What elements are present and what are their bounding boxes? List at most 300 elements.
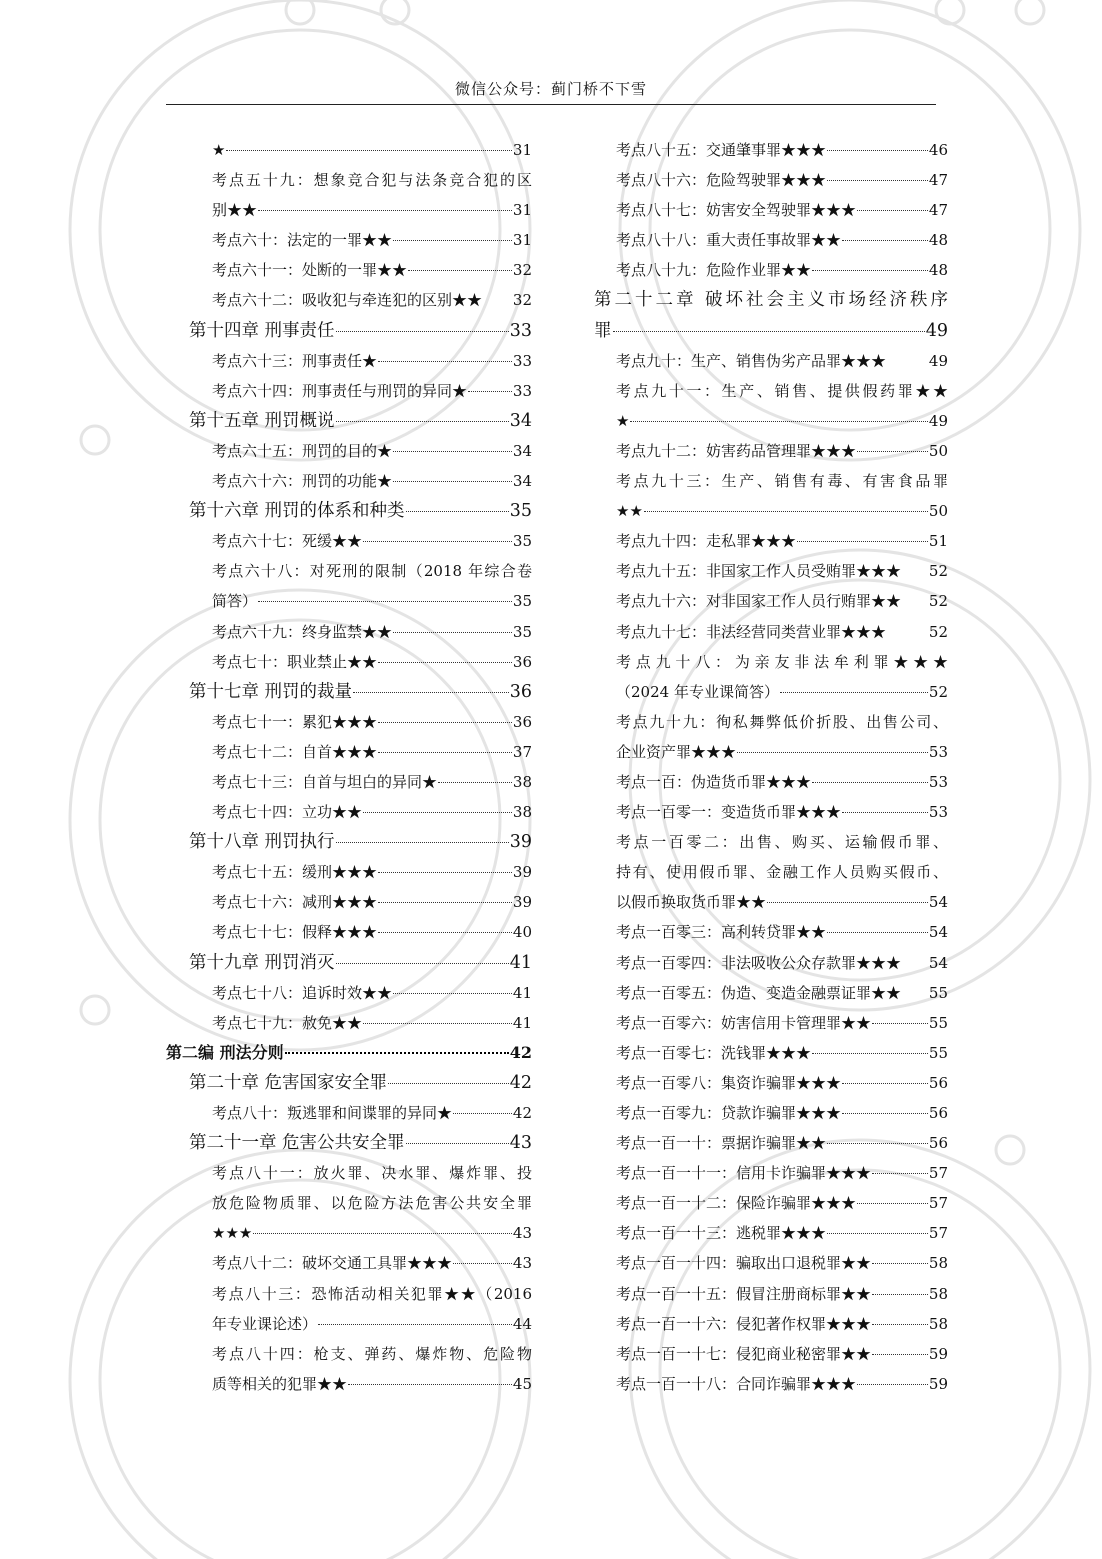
toc-entry-title: 考点六十二：吸收犯与牵连犯的区别★★ xyxy=(212,291,483,310)
toc-entry-title: 考点一百一十一：信用卡诈骗罪★★★ xyxy=(616,1164,872,1183)
toc-page-number: 42 xyxy=(509,1042,532,1062)
dot-leader xyxy=(408,270,512,271)
toc-entry-title: 年专业课论述） xyxy=(212,1314,318,1333)
toc-page-number: 37 xyxy=(512,742,532,761)
toc-entry-title: 第十五章 刑罚概说 xyxy=(189,410,335,431)
toc-part[interactable] xyxy=(166,1038,532,1068)
toc-page-number: 35 xyxy=(512,532,532,551)
dot-leader xyxy=(363,812,512,813)
toc-entry[interactable] xyxy=(166,767,532,797)
toc-entry-title: 考点一百零九：贷款诈骗罪★★★ xyxy=(616,1104,842,1122)
dot-leader xyxy=(827,150,928,151)
dot-leader xyxy=(827,932,928,933)
dot-leader xyxy=(767,902,928,903)
toc-entry-title: 考点八十九：危险作业罪★★ xyxy=(616,261,812,280)
dot-leader xyxy=(258,601,512,602)
dot-leader xyxy=(812,782,928,783)
toc-entry-title: 考点九十二：妨害药品管理罪★★★ xyxy=(616,441,857,460)
toc-entry[interactable] xyxy=(166,556,532,586)
dot-leader xyxy=(857,210,928,211)
toc-entry[interactable] xyxy=(594,466,948,496)
toc-entry[interactable] xyxy=(594,135,948,165)
toc-page-number: 53 xyxy=(928,742,948,761)
toc-entry-title: 第十六章 刑罚的体系和种类 xyxy=(189,501,405,522)
toc-chapter[interactable] xyxy=(594,285,948,315)
toc-entry-title: （2024 年专业课简答） xyxy=(616,682,779,701)
toc-entry[interactable] xyxy=(166,1218,532,1248)
toc-entry-title: 考点八十七：妨害安全驾驶罪★★★ xyxy=(616,201,857,220)
dot-leader xyxy=(872,1173,928,1174)
toc-entry[interactable] xyxy=(166,617,532,647)
toc-entry[interactable] xyxy=(594,346,948,376)
toc-entry[interactable] xyxy=(594,1098,948,1128)
toc-entry[interactable] xyxy=(166,917,532,947)
toc-entry[interactable] xyxy=(594,1038,948,1068)
toc-entry-title: 考点九十七：非法经营同类营业罪★★★ xyxy=(616,622,887,641)
toc-page-number: 50 xyxy=(928,502,948,521)
dot-leader xyxy=(336,421,509,422)
toc-entry[interactable] xyxy=(594,1248,948,1278)
dot-leader xyxy=(453,1113,512,1114)
toc-entry[interactable] xyxy=(166,225,532,255)
toc-entry-title: 考点一百一十五：假冒注册商标罪★★ xyxy=(616,1284,872,1303)
toc-entry[interactable] xyxy=(594,887,948,917)
toc-page-number: 58 xyxy=(928,1314,948,1333)
toc-page-number: 36 xyxy=(512,652,532,671)
dot-leader xyxy=(393,632,512,633)
dot-leader xyxy=(388,1083,509,1084)
dot-leader xyxy=(406,1143,509,1144)
toc-chapter[interactable] xyxy=(594,316,948,346)
toc-entry-title: 考点八十二：破坏交通工具罪★★★ xyxy=(212,1254,453,1273)
toc-entry-title: 考点八十一：放火罪、决水罪、爆炸罪、投 xyxy=(212,1164,532,1183)
toc-entry-title: 考点一百零八：集资诈骗罪★★★ xyxy=(616,1073,842,1092)
dot-leader xyxy=(453,1263,512,1264)
toc-entry[interactable] xyxy=(594,376,948,406)
toc-entry-title: 考点七十九：赦免★★ xyxy=(212,1013,363,1032)
toc-page-number: 58 xyxy=(928,1254,948,1273)
toc-entry[interactable] xyxy=(594,255,948,285)
toc-chapter[interactable] xyxy=(166,496,532,526)
toc-page-number: 34 xyxy=(512,441,532,460)
toc-entry[interactable] xyxy=(166,255,532,285)
toc-page-number: 40 xyxy=(512,923,532,942)
toc-entry[interactable] xyxy=(594,737,948,767)
toc-entry-title: 考点一百零六：妨害信用卡管理罪★★ xyxy=(616,1013,872,1032)
page-header: 微信公众号：蓟门桥不下雪 xyxy=(166,78,936,105)
toc-entry[interactable] xyxy=(166,857,532,887)
toc-entry-title: 考点六十七：死缓★★ xyxy=(212,532,363,551)
toc-entry[interactable] xyxy=(594,526,948,556)
toc-entry[interactable] xyxy=(594,1309,948,1339)
toc-page-number: 52 xyxy=(928,682,948,701)
dot-leader xyxy=(827,1143,928,1144)
toc-page-number: 43 xyxy=(512,1224,532,1243)
toc-page-number: 32 xyxy=(512,261,532,280)
toc-page-number: 55 xyxy=(928,1013,948,1032)
toc-entry-title: 考点五十九：想象竞合犯与法条竞合犯的区 xyxy=(212,171,532,190)
toc-entry-title: 考点一百一十：票据诈骗罪★★ xyxy=(616,1134,827,1153)
toc-entry-title: 考点九十一：生产、销售、提供假药罪★★ xyxy=(616,381,948,400)
toc-page-number: 54 xyxy=(928,893,948,912)
toc-page-number: 56 xyxy=(928,1134,948,1153)
toc-page-number: 38 xyxy=(512,772,532,791)
toc-entry-title: 考点六十九：终身监禁★★ xyxy=(212,622,393,641)
toc-page-number: 49 xyxy=(928,351,948,370)
toc-entry[interactable] xyxy=(594,436,948,466)
toc-chapter[interactable] xyxy=(166,677,532,707)
toc-chapter[interactable] xyxy=(166,1128,532,1158)
toc-entry-title: 第十七章 刑罚的裁量 xyxy=(189,681,353,702)
dot-leader xyxy=(393,481,512,482)
toc-entry-title: 考点一百一十七：侵犯商业秘密罪★★ xyxy=(616,1344,872,1363)
toc-entry-title: ★ xyxy=(212,141,226,159)
dot-leader xyxy=(630,421,927,422)
toc-entry-title: 考点八十八：重大责任事故罪★★ xyxy=(616,231,842,250)
toc-page-number: 57 xyxy=(928,1194,948,1213)
toc-page-number: 41 xyxy=(512,983,532,1002)
toc-entry[interactable] xyxy=(594,586,948,616)
dot-leader xyxy=(378,662,512,663)
toc-page-number: 48 xyxy=(928,231,948,250)
toc-page-number: 54 xyxy=(928,923,948,942)
toc-entry[interactable] xyxy=(594,1279,948,1309)
toc-page-number: 56 xyxy=(928,1104,948,1122)
toc-page-number: 57 xyxy=(928,1224,948,1243)
toc-chapter[interactable] xyxy=(166,316,532,346)
dot-leader xyxy=(872,1263,928,1264)
dot-leader xyxy=(857,1203,928,1204)
toc-page-number: 53 xyxy=(928,772,948,791)
toc-entry-title: 考点一百零七：洗钱罪★★★ xyxy=(616,1043,812,1062)
toc-page-number: 33 xyxy=(512,381,532,400)
toc-entry-title: 第十九章 刑罚消灭 xyxy=(189,952,335,973)
toc-page-number: 35 xyxy=(512,622,532,641)
toc-entry[interactable] xyxy=(166,586,532,616)
toc-entry[interactable] xyxy=(166,978,532,1008)
dot-leader xyxy=(378,361,512,362)
toc-entry[interactable] xyxy=(594,917,948,947)
toc-page-number: 53 xyxy=(928,803,948,822)
toc-entry[interactable] xyxy=(594,647,948,677)
toc-entry-title: 考点六十：法定的一罪★★ xyxy=(212,231,393,250)
toc-entry-title: 罪 xyxy=(594,320,612,341)
toc-page-number: 36 xyxy=(509,681,532,702)
toc-entry[interactable] xyxy=(166,346,532,376)
toc-page-number: 35 xyxy=(512,592,532,611)
toc-entry[interactable] xyxy=(166,647,532,677)
dot-leader xyxy=(872,1324,928,1325)
toc-entry[interactable] xyxy=(594,1218,948,1248)
toc-entry[interactable] xyxy=(594,1068,948,1098)
dot-leader xyxy=(842,812,928,813)
toc-entry-title: 第二十章 危害国家安全罪 xyxy=(189,1072,388,1093)
dot-leader xyxy=(378,932,512,933)
toc-page-number: 43 xyxy=(509,1133,532,1154)
toc-entry[interactable] xyxy=(166,135,532,165)
toc-page-number: 33 xyxy=(509,320,532,341)
toc-entry[interactable] xyxy=(594,1369,948,1399)
dot-leader xyxy=(737,752,928,753)
dot-leader xyxy=(438,782,512,783)
toc-entry[interactable] xyxy=(594,1008,948,1038)
toc-entry-title: 考点九十九：徇私舞弊低价折股、出售公司、 xyxy=(616,712,948,731)
toc-entry-title: 考点九十三：生产、销售有毒、有害食品罪 xyxy=(616,472,948,491)
toc-entry[interactable] xyxy=(594,225,948,255)
dot-leader xyxy=(393,451,512,452)
toc-entry-title: 考点七十五：缓刑★★★ xyxy=(212,863,378,882)
toc-entry[interactable] xyxy=(594,496,948,526)
dot-leader xyxy=(872,1354,928,1355)
toc-entry[interactable] xyxy=(166,1248,532,1278)
toc-entry-title: 考点八十：叛逃罪和间谍罪的异同★ xyxy=(212,1104,453,1122)
toc-entry-title: 考点一百：伪造货币罪★★★ xyxy=(616,772,812,791)
toc-entry[interactable] xyxy=(166,707,532,737)
toc-page-number: 50 xyxy=(928,441,948,460)
dot-leader xyxy=(872,1294,928,1295)
toc-entry[interactable] xyxy=(166,376,532,406)
toc-entry-title: 以假币换取货币罪★★ xyxy=(616,893,767,912)
toc-page-number: 56 xyxy=(928,1073,948,1092)
dot-leader xyxy=(872,1023,928,1024)
toc-entry-title: 考点六十六：刑罚的功能★ xyxy=(212,472,393,491)
toc-entry[interactable] xyxy=(166,165,532,195)
toc-entry-title: 第十八章 刑罚执行 xyxy=(189,832,335,853)
dot-leader xyxy=(363,1023,512,1024)
toc-entry-title: 考点六十八：对死刑的限制（2018 年综合卷 xyxy=(212,562,532,581)
toc-entry-title: 考点一百一十八：合同诈骗罪★★★ xyxy=(616,1374,857,1393)
dot-leader xyxy=(827,180,928,181)
dot-leader xyxy=(353,692,509,693)
toc-entry[interactable] xyxy=(166,1279,532,1309)
toc-entry[interactable] xyxy=(594,1128,948,1158)
toc-page-number: 42 xyxy=(512,1104,532,1122)
dot-leader xyxy=(378,752,512,753)
dot-leader xyxy=(827,1233,928,1234)
dot-leader xyxy=(285,1052,509,1054)
toc-page-number: 45 xyxy=(512,1374,532,1393)
toc-entry-title: ★★ xyxy=(616,502,643,521)
toc-entry-title: 第二编 刑法分则 xyxy=(166,1042,284,1062)
toc-entry-title: ★★★ xyxy=(212,1224,253,1243)
toc-entry-title: ★ xyxy=(616,411,630,430)
toc-entry-title: 考点一百零三：高利转贷罪★★ xyxy=(616,923,827,942)
toc-page-number: 35 xyxy=(509,501,532,522)
toc-page-number: 58 xyxy=(928,1284,948,1303)
dot-leader xyxy=(226,150,511,151)
toc-page-number: 51 xyxy=(928,532,948,551)
toc-page-number: 47 xyxy=(928,171,948,190)
toc-entry-title: 考点八十五：交通肇事罪★★★ xyxy=(616,141,827,159)
toc-entry-title: 考点七十六：减刑★★★ xyxy=(212,893,378,912)
toc-entry-title: 考点九十六：对非国家工作人员行贿罪★★ xyxy=(616,592,902,611)
toc-entry-title: 考点六十三：刑事责任★ xyxy=(212,351,378,370)
toc-entry-title: 考点七十七：假释★★★ xyxy=(212,923,378,942)
dot-leader xyxy=(797,541,928,542)
toc-page-number: 43 xyxy=(512,1254,532,1273)
dot-leader xyxy=(842,1113,928,1114)
toc-entry-title: 考点七十三：自首与坦白的异同★ xyxy=(212,772,438,791)
toc-entry-title: 考点七十：职业禁止★★ xyxy=(212,652,378,671)
toc-entry-title: 考点一百零五：伪造、变造金融票证罪★★ xyxy=(616,983,902,1002)
toc-entry[interactable] xyxy=(166,195,532,225)
toc-entry-title: 简答） xyxy=(212,592,258,611)
toc-entry-title: 考点九十四：走私罪★★★ xyxy=(616,532,797,551)
toc-entry[interactable] xyxy=(166,797,532,827)
toc-entry[interactable] xyxy=(594,948,948,978)
toc-entry[interactable] xyxy=(594,1339,948,1369)
toc-entry[interactable] xyxy=(166,1098,532,1128)
toc-page-number: 55 xyxy=(928,983,948,1002)
toc-page-number: 34 xyxy=(512,472,532,491)
toc-page-number: 31 xyxy=(512,201,532,220)
toc-page-number: 34 xyxy=(509,410,532,431)
toc-entry-title: 考点六十五：刑罚的目的★ xyxy=(212,441,393,460)
toc-entry[interactable] xyxy=(594,677,948,707)
dot-leader xyxy=(393,993,512,994)
toc-entry[interactable] xyxy=(594,406,948,436)
dot-leader xyxy=(406,511,509,512)
toc-entry[interactable] xyxy=(166,1339,532,1369)
toc-entry-title: 考点七十二：自首★★★ xyxy=(212,742,378,761)
toc-page-number: 57 xyxy=(928,1164,948,1183)
toc-entry[interactable] xyxy=(166,1158,532,1188)
toc-chapter[interactable] xyxy=(166,406,532,436)
dot-leader xyxy=(258,210,512,211)
toc-page-number: 48 xyxy=(928,261,948,280)
dot-leader xyxy=(842,240,928,241)
toc-entry-title: 考点一百零一：变造货币罪★★★ xyxy=(616,803,842,822)
toc-left-column xyxy=(166,135,532,1399)
toc-entry[interactable] xyxy=(166,285,532,315)
toc-entry-title: 考点一百零二：出售、购买、运输假币罪、 xyxy=(616,833,948,852)
dot-leader xyxy=(780,692,928,693)
toc-entry-title: 考点七十一：累犯★★★ xyxy=(212,712,378,731)
toc-entry-title: 考点九十五：非国家工作人员受贿罪★★★ xyxy=(616,562,902,581)
toc-entry[interactable] xyxy=(166,737,532,767)
toc-entry[interactable] xyxy=(166,1188,532,1218)
toc-entry-title: 考点一百一十二：保险诈骗罪★★★ xyxy=(616,1194,857,1213)
toc-page-number: 49 xyxy=(928,411,948,430)
dot-leader xyxy=(336,963,509,964)
toc-entry-title: 考点六十一：处断的一罪★★ xyxy=(212,261,408,280)
dot-leader xyxy=(393,240,512,241)
toc-entry[interactable] xyxy=(594,797,948,827)
dot-leader xyxy=(378,872,512,873)
dot-leader xyxy=(348,1384,512,1385)
dot-leader xyxy=(468,391,512,392)
toc-entry[interactable] xyxy=(594,767,948,797)
dot-leader xyxy=(363,541,512,542)
toc-entry[interactable] xyxy=(594,1158,948,1188)
toc-entry[interactable] xyxy=(594,978,948,1008)
toc-entry[interactable] xyxy=(166,436,532,466)
toc-page-number: 39 xyxy=(509,832,532,853)
toc-entry[interactable] xyxy=(594,195,948,225)
toc-page-number: 42 xyxy=(509,1072,532,1093)
toc-page-number: 44 xyxy=(512,1314,532,1333)
toc-entry-title: 考点一百一十三：逃税罪★★★ xyxy=(616,1224,827,1243)
toc-page-number: 32 xyxy=(512,291,532,310)
toc-right-column xyxy=(594,135,948,1399)
toc-chapter[interactable] xyxy=(166,827,532,857)
toc-page-number: 59 xyxy=(928,1344,948,1363)
toc-entry[interactable] xyxy=(166,1369,532,1399)
dot-leader xyxy=(644,511,928,512)
toc-entry-title: 考点八十六：危险驾驶罪★★★ xyxy=(616,171,827,190)
toc-entry-title: 考点八十四：枪支、弹药、爆炸物、危险物 xyxy=(212,1344,532,1363)
toc-page-number: 59 xyxy=(928,1374,948,1393)
toc-entry-title: 考点一百一十六：侵犯著作权罪★★★ xyxy=(616,1314,872,1333)
toc-page-number: 54 xyxy=(928,953,948,972)
toc-chapter[interactable] xyxy=(166,948,532,978)
toc-entry-title: 考点七十四：立功★★ xyxy=(212,803,363,822)
toc-entry-title: 第二十一章 危害公共安全罪 xyxy=(189,1133,405,1154)
toc-entry-title: 质等相关的犯罪★★ xyxy=(212,1374,348,1393)
toc-chapter[interactable] xyxy=(166,1068,532,1098)
dot-leader xyxy=(842,1083,928,1084)
toc-entry-title: 第十四章 刑事责任 xyxy=(189,320,335,341)
toc-entry-title: 企业资产罪★★★ xyxy=(616,742,737,761)
toc-entry-title: 放危险物质罪、以危险方法危害公共安全罪 xyxy=(212,1194,532,1213)
toc-page-number: 52 xyxy=(928,622,948,641)
toc-page-number: 46 xyxy=(928,141,948,159)
toc-entry-title: 持有、使用假币罪、金融工作人员购买假币、 xyxy=(616,863,948,882)
toc-entry[interactable] xyxy=(166,1008,532,1038)
toc-entry-title: 考点九十：生产、销售伪劣产品罪★★★ xyxy=(616,351,887,370)
toc-page-number: 47 xyxy=(928,201,948,220)
toc-entry[interactable] xyxy=(594,827,948,857)
toc-entry[interactable] xyxy=(594,556,948,586)
toc-entry-title: 第二十二章 破坏社会主义市场经济秩序 xyxy=(594,290,948,311)
dot-leader xyxy=(336,331,509,332)
toc-page-number: 36 xyxy=(512,712,532,731)
toc-entry-title: 考点一百零四：非法吸收公众存款罪★★★ xyxy=(616,953,902,972)
dot-leader xyxy=(378,902,512,903)
toc-entry[interactable] xyxy=(594,707,948,737)
toc-entry-title: 考点八十三：恐怖活动相关犯罪★★（2016 xyxy=(212,1284,532,1303)
toc-entry[interactable] xyxy=(166,887,532,917)
toc-page-number: 39 xyxy=(512,893,532,912)
dot-leader xyxy=(857,451,928,452)
toc-entry[interactable] xyxy=(166,1309,532,1339)
toc-page-number: 38 xyxy=(512,803,532,822)
dot-leader xyxy=(812,1053,928,1054)
toc-entry[interactable] xyxy=(594,857,948,887)
toc-entry[interactable] xyxy=(594,165,948,195)
toc-page-number: 55 xyxy=(928,1043,948,1062)
toc-page-number: 31 xyxy=(512,141,532,159)
toc-entry[interactable] xyxy=(594,1188,948,1218)
toc-page-number: 52 xyxy=(928,562,948,581)
toc-entry[interactable] xyxy=(166,466,532,496)
toc-page-number: 33 xyxy=(512,351,532,370)
toc-page-number: 49 xyxy=(925,320,948,341)
toc-entry[interactable] xyxy=(594,617,948,647)
toc-page-number: 41 xyxy=(512,1013,532,1032)
toc-entry-title: 考点九十八：为亲友非法牟利罪★★★ xyxy=(616,652,948,671)
toc-entry-title: 考点六十四：刑事责任与刑罚的异同★ xyxy=(212,381,468,400)
toc-page-number: 39 xyxy=(512,863,532,882)
dot-leader xyxy=(812,270,928,271)
dot-leader xyxy=(613,331,925,332)
toc-entry[interactable] xyxy=(166,526,532,556)
toc-entry-title: 别★★ xyxy=(212,201,258,220)
dot-leader xyxy=(318,1324,512,1325)
toc-entry-title: 考点一百一十四：骗取出口退税罪★★ xyxy=(616,1254,872,1273)
toc-page-number: 52 xyxy=(928,592,948,611)
toc-page-number: 41 xyxy=(509,952,532,973)
